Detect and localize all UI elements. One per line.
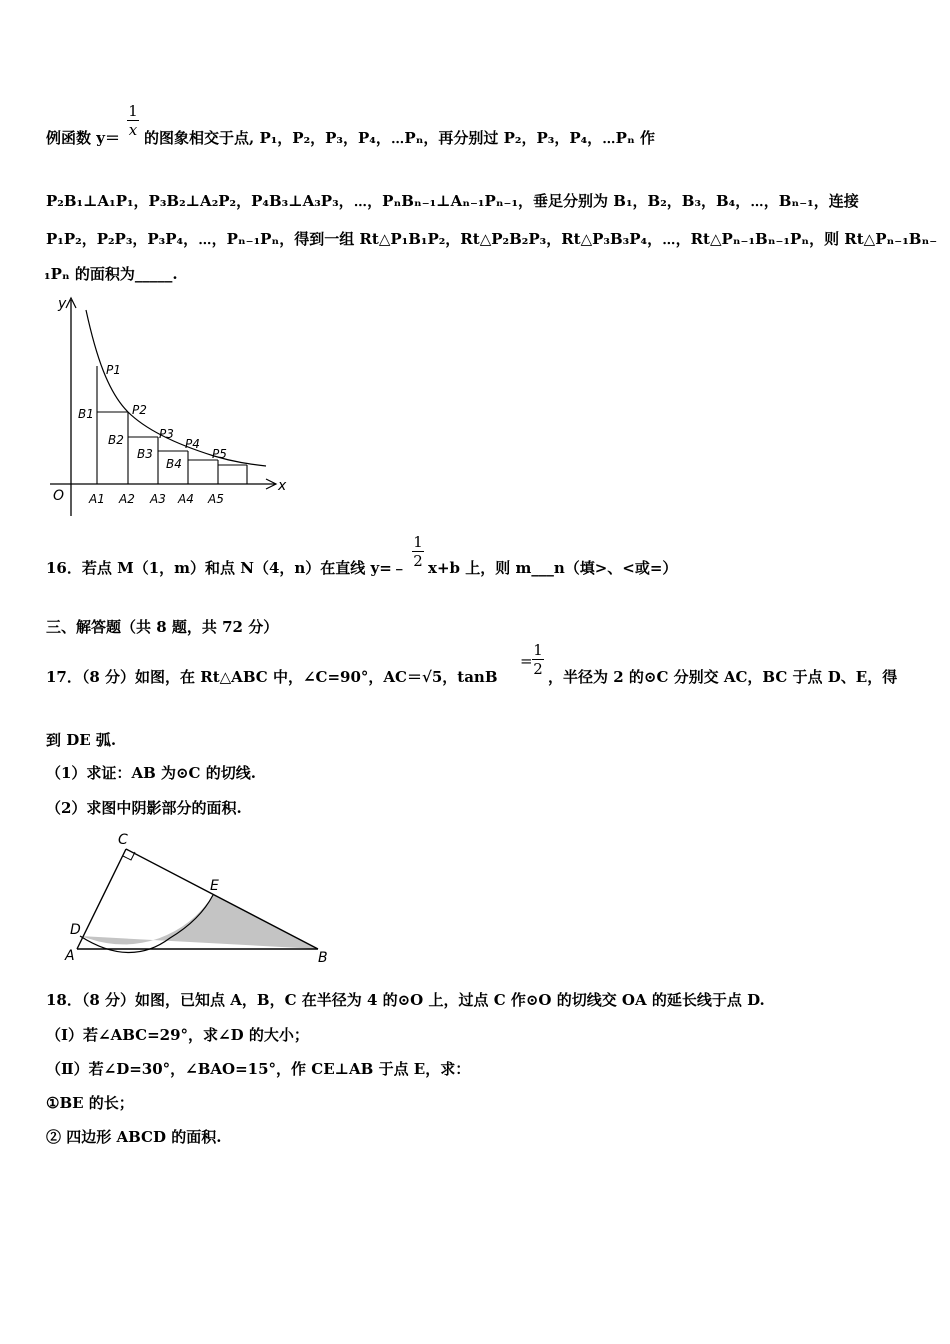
q16-frac-num: 1: [413, 533, 423, 551]
q16-fraction: [412, 533, 424, 570]
label-b: B: [318, 950, 328, 966]
q16-frac-den: 2: [413, 552, 423, 570]
q17-sub1: （1）求证：AB 为⊙C 的切线.: [46, 764, 256, 782]
a1-label: A1: [89, 492, 105, 506]
q15-fraction: [127, 102, 139, 139]
q15-line4: ₁Pₙ 的面积为_____.: [44, 265, 178, 283]
p3-label: P3: [159, 427, 174, 441]
q18-item1: ①BE 的长；: [46, 1094, 134, 1112]
q18-sub1: （Ⅰ）若∠ABC=29°，求∠D 的大小；: [46, 1026, 309, 1044]
triangle-diagram: [60, 828, 340, 968]
q17-fraction: [532, 641, 544, 678]
b3-label: B3: [137, 447, 153, 461]
y-axis-label: y: [58, 296, 67, 312]
shaded-region: [80, 895, 318, 949]
b2-label: B2: [108, 433, 124, 447]
q18-line1: 18．（8 分）如图，已知点 A，B，C 在半径为 4 的⊙O 上，过点 C 作⊙O 的切线交 OA 的延长线于点 D.: [46, 991, 765, 1009]
q17-line2: 到 DE 弧.: [46, 731, 117, 749]
q17-sub2: （2）求图中阴影部分的面积.: [46, 799, 242, 817]
q16-post: x+b 上，则 m___n（填>、<或=）: [428, 559, 678, 577]
q18-item2: ② 四边形 ABCD 的面积.: [46, 1128, 222, 1146]
q17-frac-den: 2: [533, 660, 543, 678]
q18-sub2: （Ⅱ）若∠D=30°，∠BAO=15°，作 CE⊥AB 于点 E，求：: [46, 1060, 471, 1078]
side-ca: [77, 849, 126, 949]
label-a: A: [65, 948, 75, 964]
p1-label: P1: [106, 363, 121, 377]
q15-frac-den: x: [128, 121, 138, 139]
q17-frac-num: 1: [533, 641, 543, 659]
b4-label: B4: [166, 457, 182, 471]
q17-part2: ，半径为 2 的⊙C 分别交 AC，BC 于点 D、E，得: [548, 668, 898, 686]
p5-label: P5: [212, 447, 227, 461]
q15-line1-pre: 例函数 y＝: [46, 129, 120, 147]
inverse-function-graph: [44, 294, 294, 522]
q17-part1: 17．（8 分）如图，在 Rt△ABC 中，∠C=90°，AC＝√5，tanB: [46, 668, 498, 686]
a3-label: A3: [150, 492, 166, 506]
q16-pre: 16．若点 M（1，m）和点 N（4，n）在直线 y=﹣: [46, 559, 407, 577]
label-e: E: [210, 878, 219, 894]
origin-label: O: [53, 488, 65, 504]
a2-label: A2: [119, 492, 135, 506]
q15-line1-post: 的图象相交于点, P₁，P₂，P₃，P₄，⋯Pₙ，再分别过 P₂，P₃，P₄，⋯Pₙ 作: [144, 129, 655, 147]
a4-label: A4: [178, 492, 194, 506]
q15-line3: P₁P₂，P₂P₃，P₃P₄，⋯，Pₙ₋₁Pₙ，得到一组 Rt△P₁B₁P₂，Rt△P₂B₂P₃，Rt△P₃B₃P₄，⋯，Rt△Pₙ₋₁Bₙ₋₁Pₙ，则 Rt△Pₙ₋₁Bₙ₋: [46, 230, 938, 248]
x-axis-label: x: [278, 478, 287, 494]
q15-frac-num: 1: [128, 102, 138, 120]
a5-label: A5: [208, 492, 224, 506]
b1-label: B1: [78, 407, 94, 421]
section-3-heading: 三、解答题（共 8 题，共 72 分）: [46, 618, 279, 636]
p4-label: P4: [185, 437, 200, 451]
q15-line2: P₂B₁⊥A₁P₁，P₃B₂⊥A₂P₂，P₄B₃⊥A₃P₃，⋯，PₙBₙ₋₁⊥Aₙ₋₁Pₙ₋₁，垂足分别为 B₁，B₂，B₃，B₄，⋯，Bₙ₋₁，连接: [46, 192, 859, 210]
p2-label: P2: [132, 403, 147, 417]
q17-eq: =: [520, 652, 533, 670]
label-d: D: [70, 922, 81, 938]
label-c: C: [118, 832, 128, 848]
